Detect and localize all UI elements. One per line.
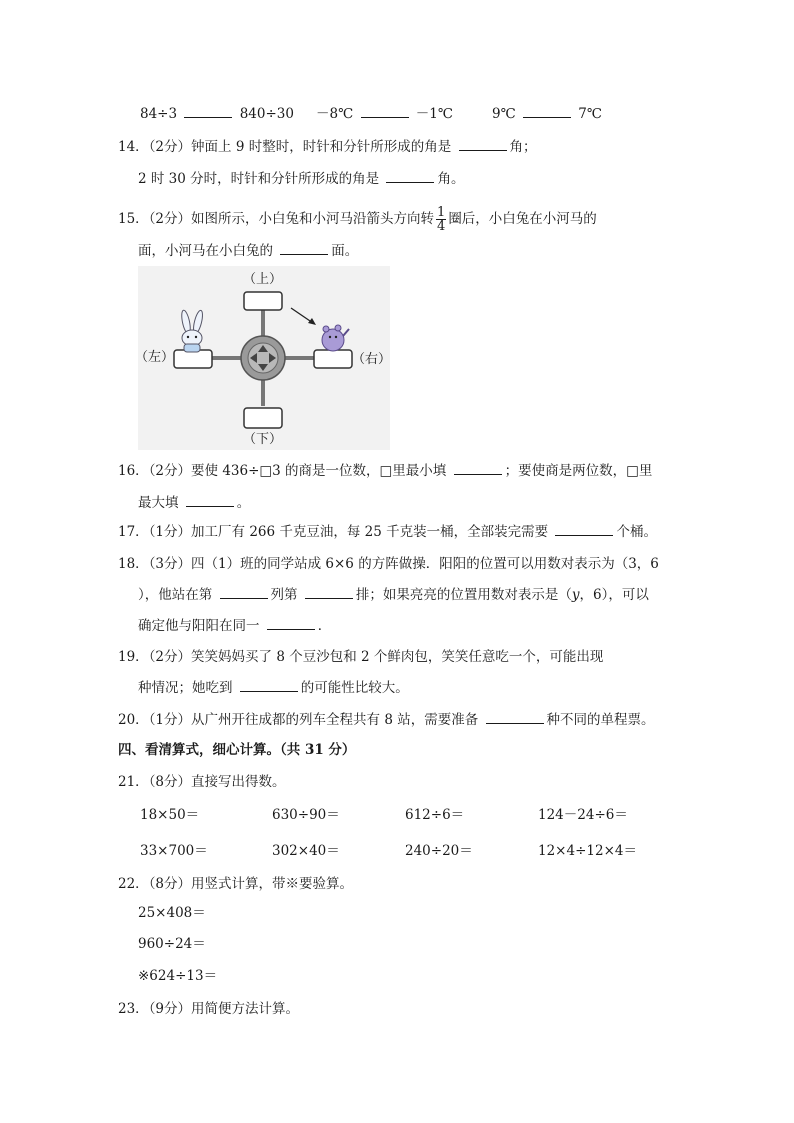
question-number: 16． [118,463,149,479]
question-text: 面，小河马在小白兔的 [138,243,273,259]
direction-figure [135,266,392,450]
question-text: 角。 [437,171,465,187]
compare-1-left: 84÷3 [140,106,178,122]
rabbit-icon [180,310,204,352]
question-number: 20． [118,712,149,728]
question-text: 。 [236,495,251,511]
label-left: （左） [135,350,175,365]
question-21 [118,772,286,792]
question-text: 如图所示，小白兔和小河马沿箭头方向转 [191,211,435,227]
fraction-denominator: 4 [437,219,446,234]
answer-blank[interactable] [454,462,502,475]
calc-item: 302×40＝ [272,843,340,859]
fraction-numerator: 1 [437,205,446,220]
question-text: 四（1）班的同学站成 6×6 的方阵做操．阳阳的位置可以用数对表示为（3，6 [191,556,659,572]
question-text: 加工厂有 266 千克豆油，每 25 千克装一桶，全部装完需要 [191,524,549,540]
question-19-line-2 [138,678,409,698]
question-18-line-3 [138,616,331,636]
question-18-line-1 [118,554,659,574]
question-18-line-2 [138,585,649,605]
answer-blank[interactable] [186,494,234,507]
compare-3-right: 7℃ [578,106,602,122]
question-number: 22． [118,876,149,892]
question-text: ；要使商是两位数，□里 [504,463,653,479]
question-score: （8分） [148,876,192,892]
question-text: 用简便方法计算。 [191,1001,300,1017]
answer-blank[interactable] [267,617,315,630]
question-text: 种不同的单程票。 [546,712,655,728]
answer-blank[interactable] [523,105,571,118]
question-text: 从广州开往成都的列车全程共有 8 站，需要准备 [191,712,479,728]
compare-2-left: －8℃ [316,106,354,122]
question-number: 21． [118,774,149,790]
question-23 [118,999,299,1019]
question-20 [118,710,655,730]
question-text: 种情况；她吃到 [138,680,233,696]
question-score: （8分） [148,774,192,790]
calc-item: 18×50＝ [140,807,200,823]
question-15-line-1 [118,206,597,233]
question-text: 个桶。 [616,524,657,540]
label-up: （上） [243,272,283,287]
question-16-line-2 [138,493,250,513]
question-number: 17． [118,524,149,540]
compare-1-right: 840÷30 [239,106,294,122]
question-text: 2 时 30 分时，时针和分针所形成的角是 [138,171,380,187]
question-score: （9分） [148,1001,192,1017]
calc-item: 25×408＝ [138,905,206,921]
box-left[interactable] [174,350,212,368]
question-text: 列第 [270,587,298,603]
question-text: ． [317,618,332,634]
question-16-line-1 [118,461,652,481]
calc-item: 240÷20＝ [405,843,473,859]
question-text: 面。 [331,243,359,259]
question-score: （3分） [148,556,192,572]
answer-blank[interactable] [220,586,268,599]
calc-item: 12×4÷12×4＝ [538,843,637,859]
question-number: 19． [118,649,149,665]
question-14-line-1 [118,137,537,157]
hippo-icon [322,325,349,351]
question-text: 直接写出得数。 [191,774,286,790]
question-number: 14． [118,139,149,155]
question-15-line-2 [138,241,358,261]
compare-2-right: －1℃ [415,106,453,122]
compare-row-2 [316,104,453,124]
section-4-title: 四、看清算式，细心计算。（共 31 分） [118,742,356,758]
question-score: （1分） [148,712,192,728]
calc-item: 33×700＝ [140,843,208,859]
compare-3-left: 9℃ [492,106,516,122]
question-text: 圈后，小白兔在小河马的 [448,211,597,227]
question-text: 确定他与阳阳在同一 [138,618,260,634]
question-score: （1分） [148,524,192,540]
box-bottom[interactable] [244,408,282,428]
answer-blank[interactable] [184,105,232,118]
answer-blank[interactable] [386,170,434,183]
question-text: ，6），可以 [579,587,649,603]
answer-blank[interactable] [459,138,507,151]
box-top[interactable] [244,292,282,310]
question-text: 最大填 [138,495,179,511]
calc-item: 124－24÷6＝ [538,807,628,823]
question-text: 钟面上 9 时整时，时针和分针所形成的角是 [191,139,452,155]
question-17 [118,522,657,542]
question-score: （2分） [148,463,192,479]
label-right: （右） [352,352,392,367]
answer-blank[interactable] [555,523,613,536]
question-22 [118,874,353,894]
calc-item: 612÷6＝ [405,807,465,823]
question-text: 角； [509,139,537,155]
answer-blank[interactable] [240,679,298,692]
question-19-line-1 [118,647,603,667]
answer-blank[interactable] [361,105,409,118]
question-text: ），他站在第 [138,587,213,603]
question-score: （2分） [148,649,192,665]
rotation-arrow-icon [291,308,316,325]
answer-blank[interactable] [305,586,353,599]
calc-item: ※624÷13＝ [138,968,218,984]
question-text: 排；如果亮亮的位置用数对表示是（ [355,587,572,603]
question-text: 要使 436÷□3 的商是一位数，□里最小填 [191,463,447,479]
question-14-line-2 [138,169,464,189]
box-right[interactable] [314,350,352,368]
question-text: 用竖式计算，带※要验算。 [191,876,354,892]
answer-blank[interactable] [280,242,328,255]
question-number: 15． [118,211,149,227]
calc-item: 960÷24＝ [138,936,206,952]
question-score: （2分） [148,139,192,155]
question-number: 18． [118,556,149,572]
question-number: 23． [118,1001,149,1017]
label-down: （下） [243,432,283,447]
calc-item: 630÷90＝ [272,807,340,823]
variable-y: y [571,587,580,603]
fraction [436,206,446,233]
compare-row-3 [492,104,602,124]
question-text: 笑笑妈妈买了 8 个豆沙包和 2 个鲜肉包，笑笑任意吃一个，可能出现 [191,649,604,665]
question-text: 的可能性比较大。 [300,680,409,696]
compare-row [140,104,294,124]
answer-blank[interactable] [486,711,544,724]
question-score: （2分） [148,211,192,227]
